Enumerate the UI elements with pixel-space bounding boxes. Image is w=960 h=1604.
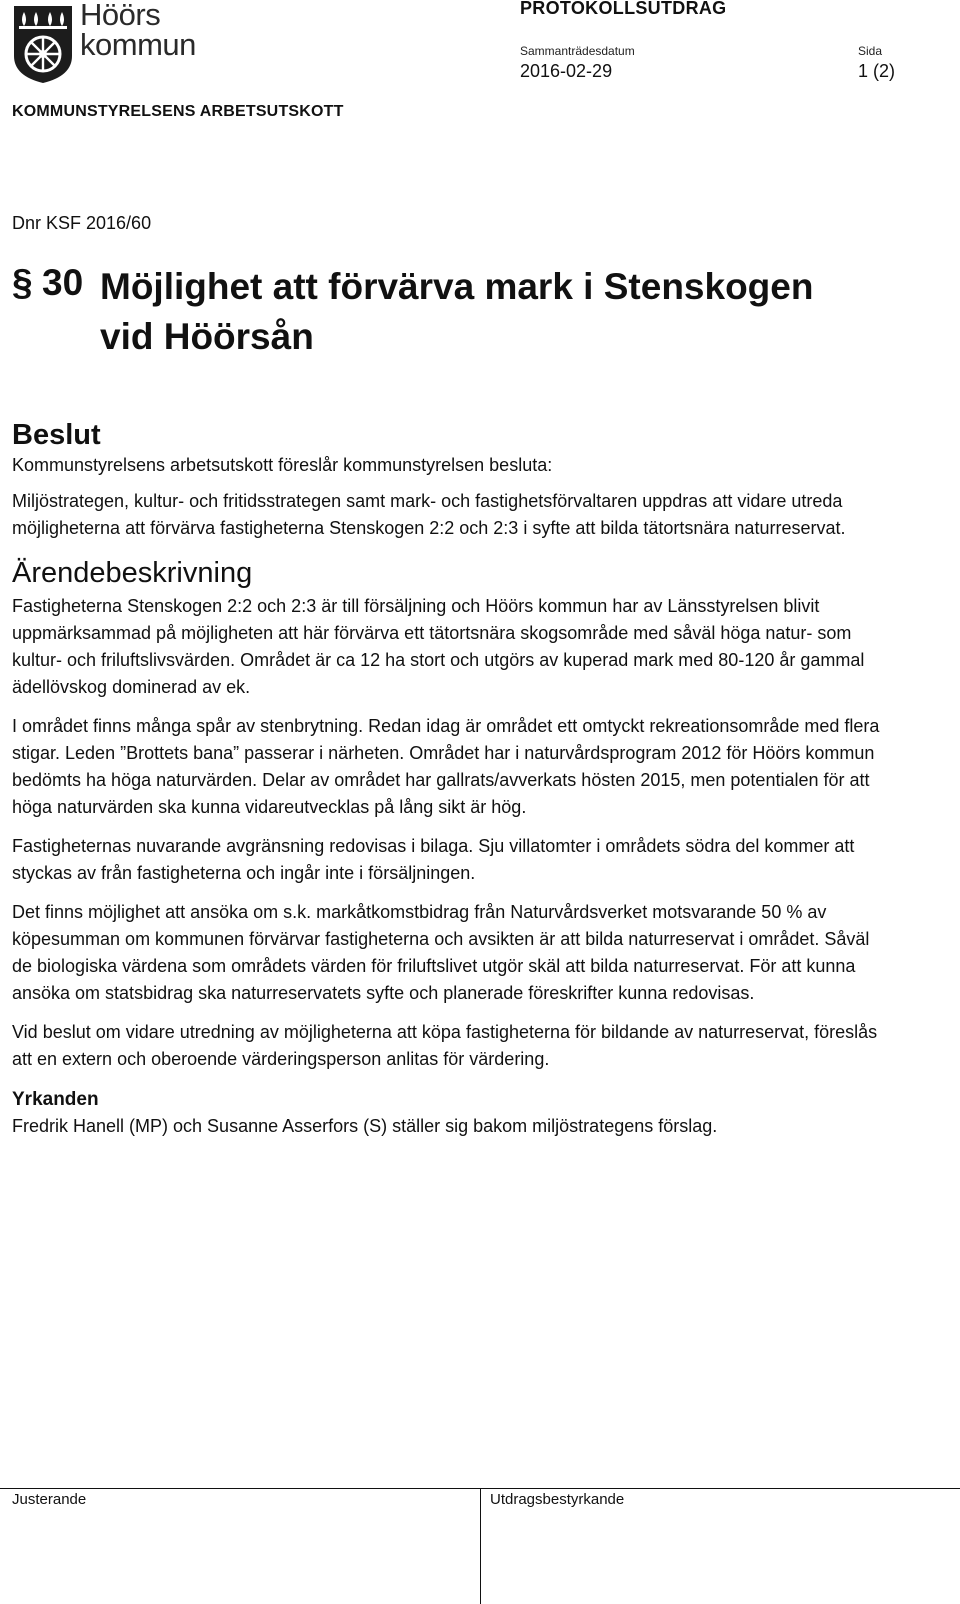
extract-certification-label: Utdragsbestyrkande: [490, 1491, 625, 1508]
description-paragraph: Det finns möjlighet att ansöka om s.k. markåtkomstbidrag från Naturvårdsverket motsvarande 50 % av köpesumman om kommunen förvärvar fastigheterna och avsikten är att bilda naturreservat i området. Såväl de biologiska värdena som områdets värden för friluftslivet utgör skäl att bilda naturreservat. För att kunna ansöka om statsbidrag ska naturreservatets syfte och planerade föreskrifter kunna redovisas.: [12, 902, 870, 1003]
meeting-date-label: Sammanträdesdatum: [520, 44, 635, 58]
meeting-date-value: 2016-02-29: [520, 61, 613, 81]
paragraph-sign: §: [12, 262, 33, 303]
document-body: [12, 418, 892, 1140]
decision-heading: Beslut: [12, 419, 101, 451]
description-paragraph: Fastigheternas nuvarande avgränsning redovisas i bilaga. Sju villatomter i områdets södra del kommer att styckas av från fastigheterna och ingår inte i försäljningen.: [12, 836, 855, 883]
description-paragraph: Vid beslut om vidare utredning av möjligheterna att köpa fastigheterna för bildande av naturreservat, föreslås att en extern och oberoende värderingsperson anlitas för värdering.: [12, 1022, 878, 1069]
coat-of-arms-icon: [12, 4, 76, 84]
adjuster-signature-label: Justerande: [12, 1491, 87, 1508]
decision-intro: Kommunstyrelsens arbetsutskott föreslår kommunstyrelsen besluta:: [12, 455, 553, 475]
logo-line-1: Höörs: [80, 0, 161, 32]
proposals-heading: Yrkanden: [12, 1089, 99, 1110]
case-title-line-2: vid Höörsån: [100, 316, 314, 357]
description-paragraph: I området finns många spår av stenbrytning. Redan idag är området ett omtyckt rekreationsområde med flera stigar. Leden ”Brottets bana” passerar i närheten. Området har i naturvårdsprogram 2012 för Höörs kommun bedömts ha höga naturvärden. Delar av området har gallrats/avverkats hösten 2015, men potentialen för att höga naturvärden ska kunna vidareutvecklas på lång sikt är hög.: [12, 716, 880, 817]
paragraph-number: 30: [42, 262, 84, 303]
description-paragraph: Fastigheterna Stenskogen 2:2 och 2:3 är till försäljning och Höörs kommun har av Länsstyrelsen blivit uppmärksammad på möjligheten att här förvärva ett tätortsnära skogsområde med såväl höga natur- som kultur- och friluftslivsvärden. Området är ca 12 ha stort och utgörs av kuperad mark med 80-120 år gammal ädellövskog dominerad av ek.: [12, 596, 865, 697]
case-title: [100, 262, 940, 362]
footer-divider: [480, 1488, 481, 1604]
municipality-logo: [12, 0, 217, 84]
document-type: PROTOKOLLSUTDRAG: [520, 0, 727, 18]
decision-text: Miljöstrategen, kultur- och fritidsstrategen samt mark- och fastighetsförvaltaren uppdras att vidare utreda möjligheterna att förvärva fastigheterna Stenskogen 2:2 och 2:3 i syfte att bilda tätortsnära naturreservat.: [12, 491, 846, 538]
proposals-text: Fredrik Hanell (MP) och Susanne Asserfors (S) ställer sig bakom miljöstrategens förslag.: [12, 1116, 718, 1136]
page-label: Sida: [858, 44, 883, 58]
description-heading: Ärendebeskrivning: [12, 557, 253, 589]
logo-line-2: kommun: [80, 27, 196, 62]
case-title-line-1: Möjlighet att förvärva mark i Stenskogen: [100, 266, 814, 307]
committee-name: KOMMUNSTYRELSENS ARBETSUTSKOTT: [12, 103, 344, 120]
page-number: 1 (2): [858, 61, 896, 81]
case-number: Dnr KSF 2016/60: [12, 213, 152, 233]
logo-text: [80, 0, 196, 60]
